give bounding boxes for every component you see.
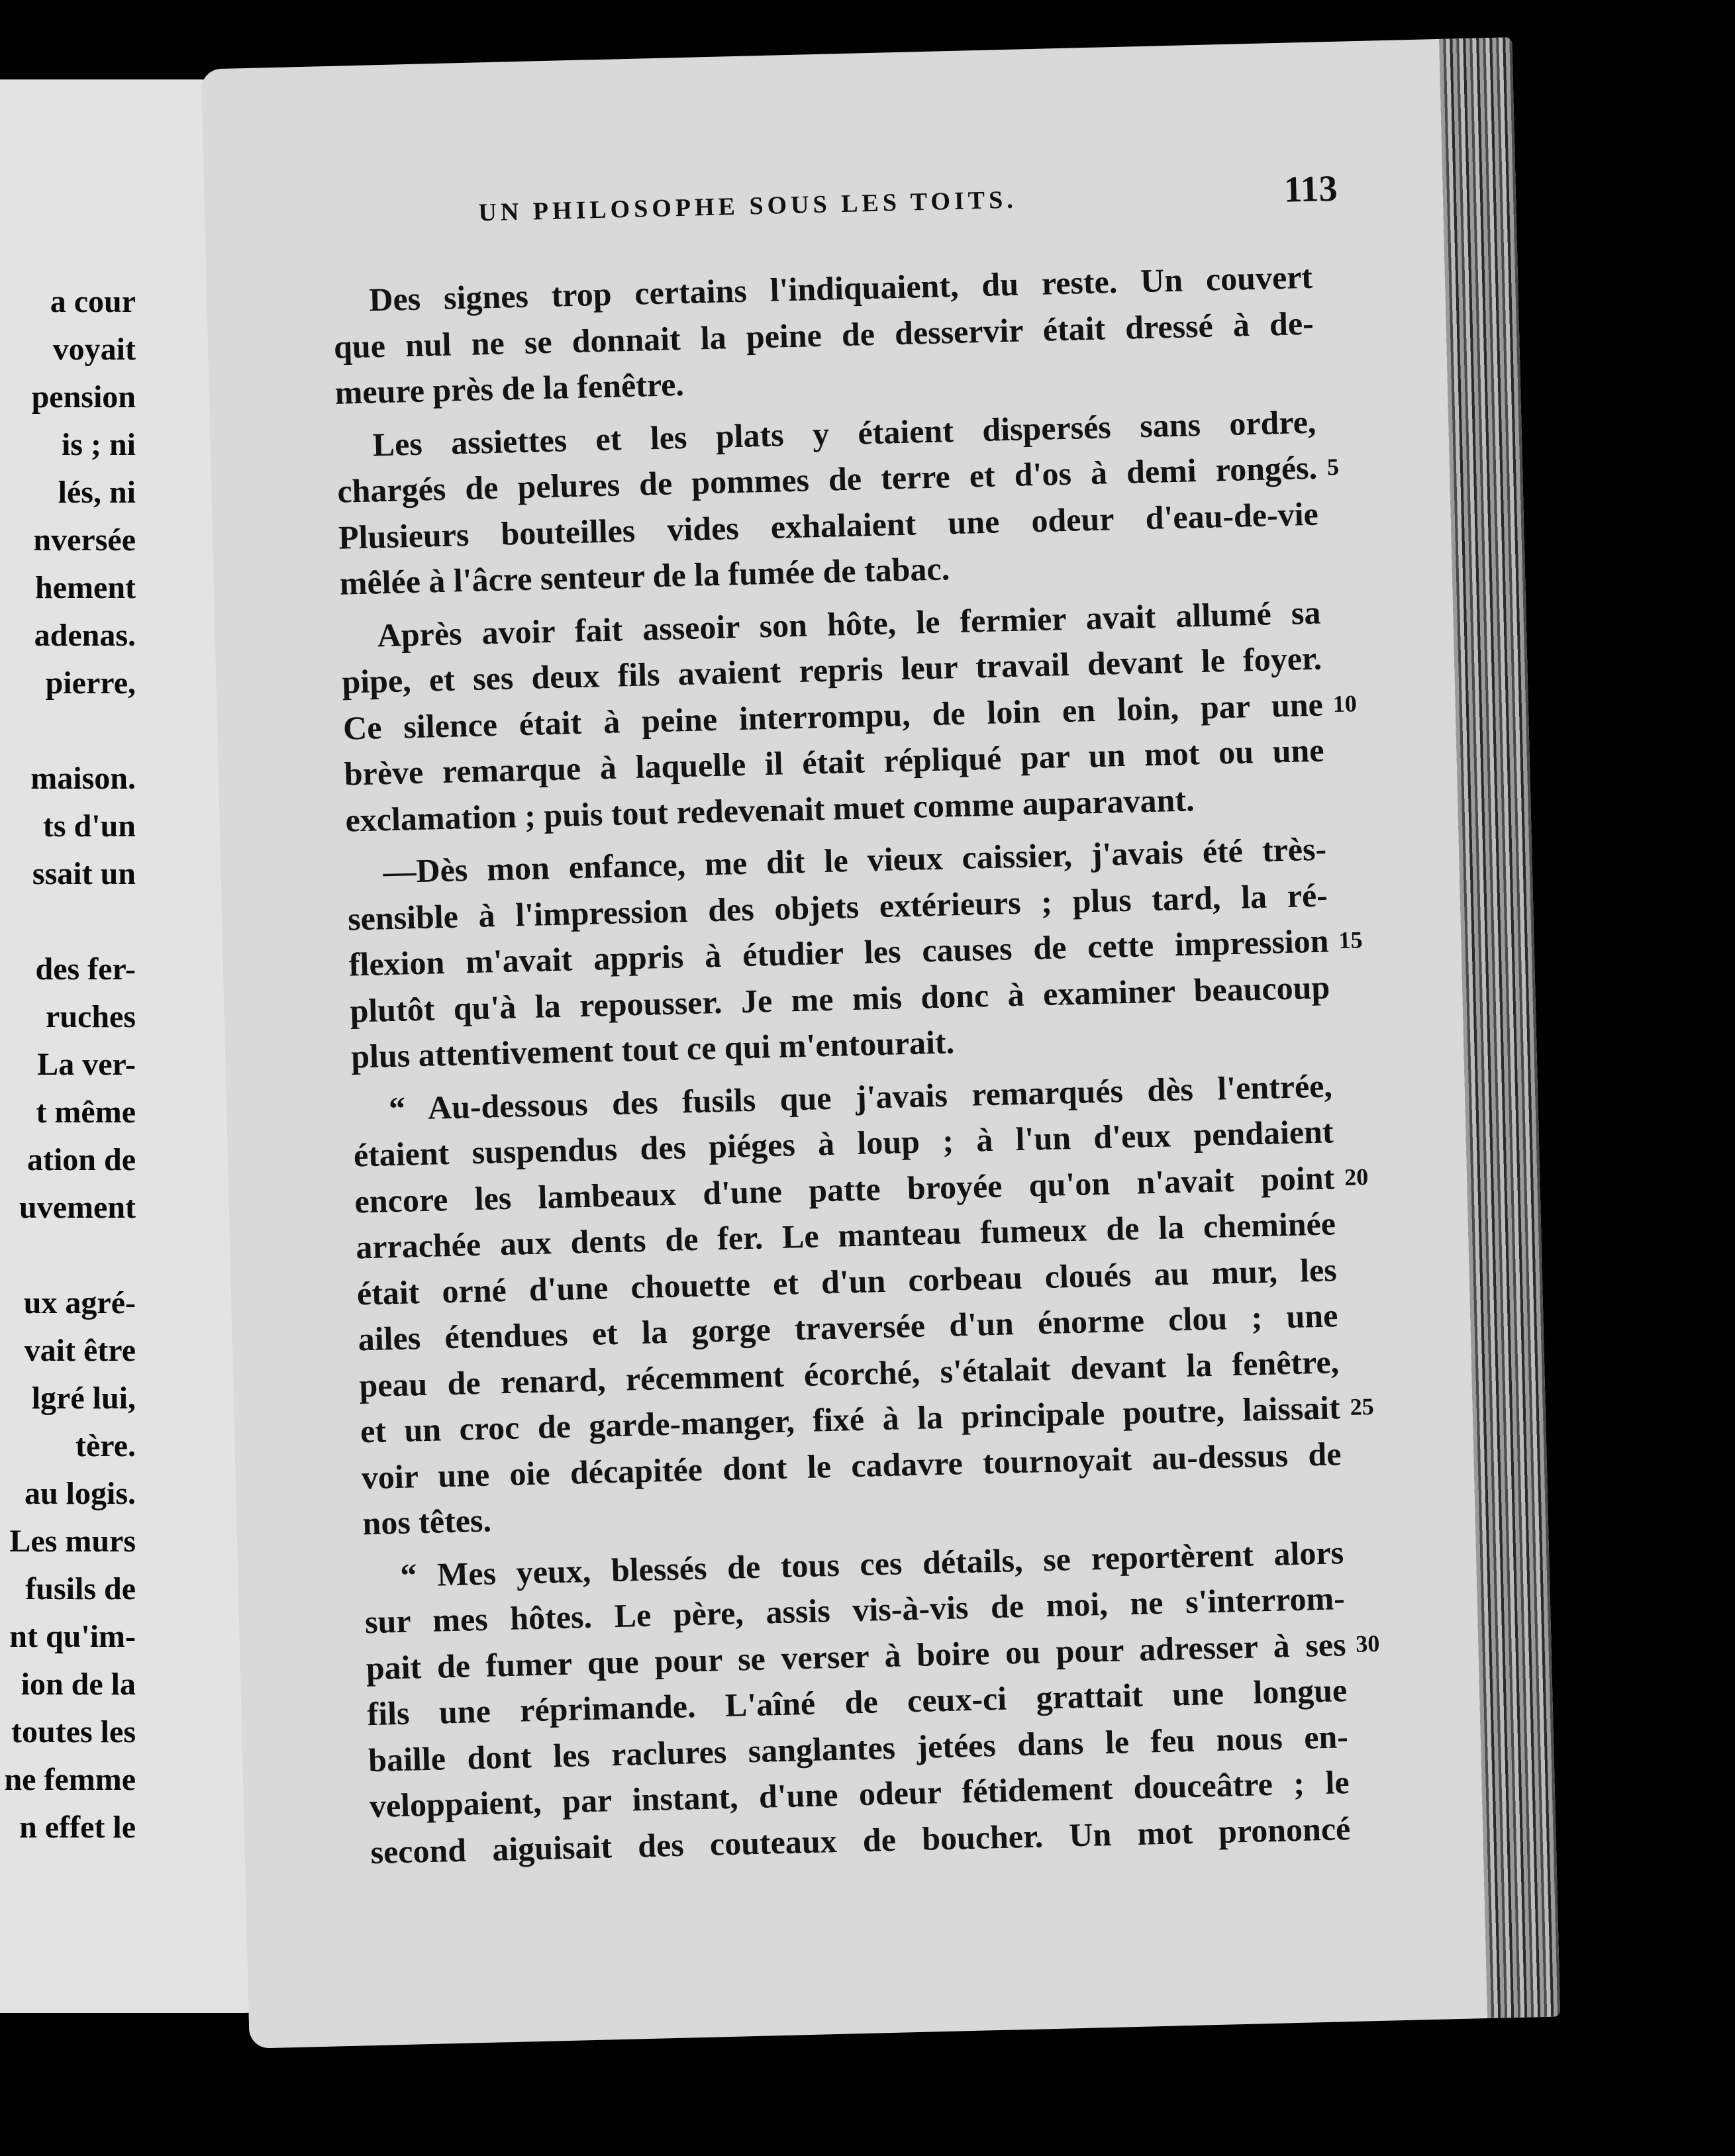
text-line-content: était orné d'une chouette et d'un corbeau cloués au mur, les (356, 1250, 1338, 1312)
left-page-line: Les murs (9, 1524, 136, 1559)
text-line-content: second aiguisait des couteaux de boucher. Un mot prononcé (370, 1809, 1351, 1871)
text-line-content: voir une oie décapitée dont le cadavre tournoyait au-dessus de (361, 1434, 1342, 1496)
left-page-line: nt qu'im- (9, 1619, 136, 1654)
left-page-line: toutes les (11, 1714, 136, 1749)
text-line-content: étaient suspendus des piéges à loup ; à l'un d'eux pendaient (353, 1112, 1334, 1174)
left-page-line: ation de (26, 1142, 136, 1177)
line-number: 20 (1344, 1163, 1369, 1191)
right-page (201, 37, 1560, 2048)
left-page-line: au logis. (24, 1476, 136, 1511)
left-page-line: pierre, (45, 665, 136, 701)
left-page-line: adenas. (34, 618, 136, 653)
body-text (332, 254, 1380, 1875)
line-number: 30 (1355, 1630, 1380, 1657)
left-page-line: uvement (19, 1190, 136, 1225)
text-line-content: chargés de pelures de pommes de terre et d'os à demi rongés. (336, 448, 1318, 510)
left-page-line (0, 707, 136, 755)
left-page-line: ne femme (4, 1762, 136, 1797)
left-page-line: n effet le (19, 1810, 136, 1845)
line-number: 15 (1338, 926, 1363, 954)
page-number: 113 (1283, 168, 1338, 211)
left-page-line: ssait un (32, 856, 136, 891)
text-line-content: Après avoir fait asseoir son hôte, le fermier avait allumé sa (377, 593, 1321, 654)
line-number: 5 (1326, 453, 1340, 481)
left-page-line: hement (35, 570, 136, 605)
text-line-content: pipe, et ses deux fils avaient repris leur travail devant le foyer. (341, 639, 1322, 701)
left-page-line: is ; ni (61, 427, 136, 462)
text-line-content: exclamation ; puis tout redevenait muet comme auparavant. (344, 780, 1195, 839)
left-page-line: pension (31, 379, 136, 415)
left-page-line: ts d'un (42, 808, 136, 844)
text-line-content: “ Au-dessous des fusils que j'avais remarqués dès l'entrée, (388, 1066, 1333, 1127)
text-line-content: nos têtes. (362, 1501, 492, 1542)
text-line-content: Des signes trop certains l'indiquaient, du reste. Un couvert (368, 258, 1313, 318)
left-page-line: lés, ni (58, 475, 136, 510)
text-line-content: brève remarque à laquelle il était répliqué par un mot ou une (344, 731, 1325, 793)
left-page-line: a cour (50, 284, 136, 319)
text-line-content: Plusieurs bouteilles vides exhalaient une odeur d'eau-de-vie (338, 495, 1319, 556)
text-line-content: et un croc de garde-manger, fixé à la principale poutre, laissait (360, 1389, 1341, 1450)
left-page-line: voyait (52, 332, 136, 367)
left-page-line: fusils de (25, 1571, 136, 1606)
left-page-line: ux agré- (23, 1285, 136, 1320)
line-number: 10 (1332, 689, 1358, 717)
left-page-line: t même (36, 1095, 136, 1130)
left-page-line: ruches (46, 999, 136, 1034)
line-number: 25 (1350, 1393, 1375, 1420)
left-page-line: ion de la (21, 1667, 136, 1702)
text-line-content: que nul ne se donnait la peine de desservir était dressé à de- (333, 304, 1314, 366)
text-line-content: veloppaient, par instant, d'une odeur fétidement douceâtre ; le (369, 1763, 1350, 1825)
text-line-content: plus attentivement tout ce qui m'entourait. (350, 1023, 955, 1075)
text-line-content: sensible à l'impression des objets extérieurs ; plus tard, la ré- (347, 875, 1328, 938)
left-page-line: lgré lui, (31, 1381, 136, 1416)
left-page-line: vait être (24, 1333, 136, 1368)
text-line-content: plutôt qu'à la repousser. Je me mis donc à examiner beaucoup (349, 967, 1330, 1030)
text-line-content: arrachée aux dents de fer. Le manteau fumeux de la cheminée (355, 1204, 1336, 1266)
text-line-content: baille dont les raclures sanglantes jetées dans le feu nous en- (368, 1717, 1349, 1779)
text-line-content: peau de renard, récemment écorché, s'étalait devant la fenêtre, (358, 1342, 1340, 1404)
left-page-text (0, 278, 136, 1851)
text-line-content: mêlée à l'âcre senteur de la fumée de tabac. (339, 550, 950, 602)
left-page-line: maison. (30, 761, 136, 796)
text-line-content: fils une réprimande. L'aîné de ceux-ci grattait une longue (366, 1671, 1348, 1733)
left-page-line: tère. (75, 1428, 136, 1463)
page-edges (1439, 37, 1560, 2018)
text-line-content: sur mes hôtes. Le père, assis vis-à-vis de moi, ne s'interrom- (364, 1579, 1346, 1641)
text-line-content: flexion m'avait appris à étudier les causes de cette impression (348, 922, 1330, 983)
text-line-content: “ Mes yeux, blessés de tous ces détails, se reportèrent alors (399, 1533, 1344, 1594)
left-page-line (0, 1232, 136, 1279)
left-page-line: des fer- (35, 952, 136, 987)
text-line-content: encore les lambeaux d'une patte broyée qu'on n'avait point (354, 1158, 1335, 1220)
text-line-content: ailes étendues et la gorge traversée d'un énorme clou ; une (358, 1297, 1338, 1358)
text-line-content: —Dès mon enfance, me dit le vieux caissier, j'avais été très- (382, 830, 1327, 891)
text-line-content: Ce silence était à peine interrompu, de loin en loin, par une (342, 685, 1324, 747)
running-head: UN PHILOSOPHE SOUS LES TOITS. (477, 185, 1018, 227)
text-line-content: meure près de la fenêtre. (334, 365, 685, 411)
left-page-line: La ver- (37, 1047, 136, 1082)
left-page-line: nversée (33, 522, 136, 558)
text-line-content: pait de fumer que pour se verser à boire ou pour adresser à ses (366, 1625, 1347, 1687)
left-page-line (0, 898, 136, 946)
text-line-content: Les assiettes et les plats y étaient dispersés sans ordre, (372, 403, 1316, 463)
